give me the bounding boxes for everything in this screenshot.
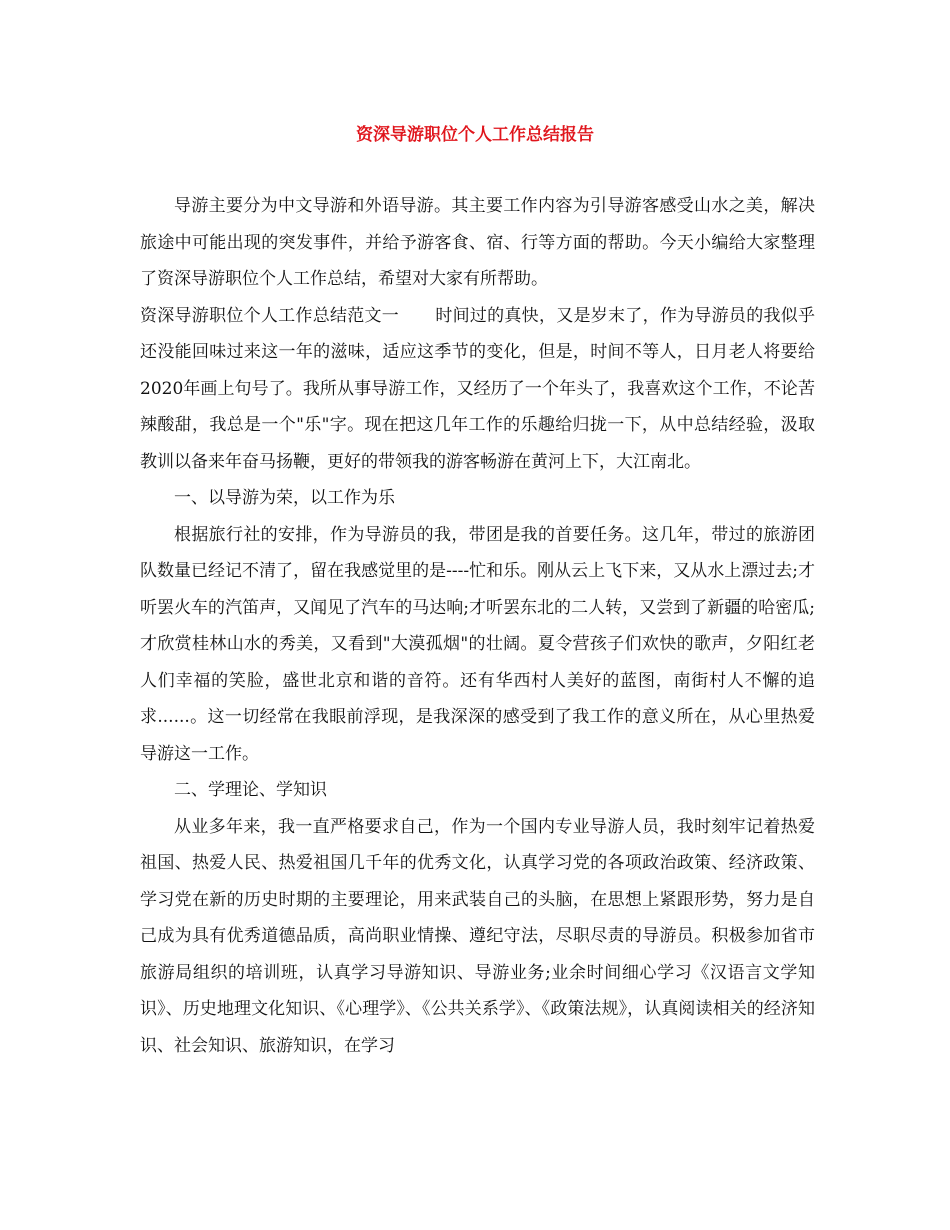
intro-paragraph: 导游主要分为中文导游和外语导游。其主要工作内容为引导游客感受山水之美，解决旅途中可能出现的突发事件，并给予游客食、宿、行等方面的帮助。今天小编给大家整理了资深导游职位个人工作总结，希望对大家有所帮助。 bbox=[140, 196, 815, 289]
document-title: 资深导游职位个人工作总结报告 bbox=[356, 125, 594, 145]
section-heading-1: 一、以导游为荣，以工作为乐 bbox=[174, 488, 395, 508]
opening-text: 时间过的真快，又是岁末了，作为导游员的我似乎还没能回味过来这一年的滋味，适应这季节的变化，但是，时间不等人，日月老人将要给2020年画上句号了。我所从事导游工作，又经历了一个年头了，我喜欢这个工作，不论苦辣酸甜，我总是一个"乐"字。现在把这几年工作的乐趣给归拢一下，从中总结经验，汲取教训以备来年奋马扬鞭，更好的带领我的游客畅游在黄河上下，大江南北。 bbox=[140, 305, 816, 472]
sample-paragraph bbox=[140, 298, 815, 481]
section-heading-2: 二、学理论、学知识 bbox=[174, 780, 327, 800]
section-1-paragraph: 根据旅行社的安排，作为导游员的我，带团是我的首要任务。这几年，带过的旅游团队数量已经记不清了，留在我感觉里的是----忙和乐。刚从云上飞下来，又从水上漂过去;才听罢火车的汽笛声，又闻见了汽车的马达响;才听罢东北的二人转，又尝到了新疆的哈密瓜;才欣赏桂林山水的秀美，又看到"大漠孤烟"的壮阔。夏令营孩子们欢快的歌声，夕阳红老人们幸福的笑脸，盛世北京和谐的音符。还有华西村人美好的蓝图，南街村人不懈的追求......。这一切经常在我眼前浮现，是我深深的感受到了我工作的意义所在，从心里热爱导游这一工作。 bbox=[140, 524, 815, 764]
sample-label: 资深导游职位个人工作总结范文一 bbox=[140, 305, 400, 326]
document-body bbox=[140, 188, 815, 1064]
section-2-paragraph: 从业多年来，我一直严格要求自己，作为一个国内专业导游人员，我时刻牢记着热爱祖国、热爱人民、热爱祖国几千年的优秀文化，认真学习党的各项政治政策、经济政策、学习党在新的历史时期的主要理论，用来武装自己的头脑，在思想上紧跟形势，努力是自己成为具有优秀道德品质，高尚职业情操、遵纪守法，尽职尽责的导游员。积极参加省市旅游局组织的培训班，认真学习导游知识、导游业务;业余时间细心学习《汉语言文学知识》、历史地理文化知识、《心理学》、《公共关系学》、《政策法规》，认真阅读相关的经济知识、社会知识、旅游知识，在学习 bbox=[140, 816, 815, 1056]
